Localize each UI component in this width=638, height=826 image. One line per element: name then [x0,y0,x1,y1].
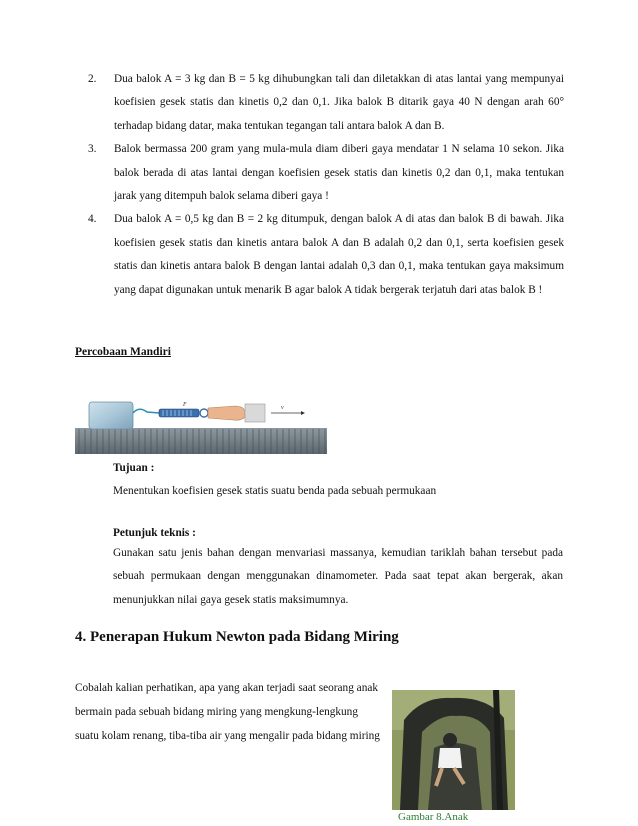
problem-list [88,68,564,302]
problem-number: 4. [88,213,97,226]
problem-text: Dua balok A = 3 kg dan B = 5 kg dihubungkan tali dan diletakkan di atas lantai yang mempunyai koefisien gesek statis dan kinetis 0,2 dan 0,1. Jika balok B ditarik gaya 40 N dengan arah 60° terhadap bidang datar, maka tentukan tegangan tali antara balok A dan B. [114,73,564,132]
hand [208,406,245,420]
experiment-heading: Percobaan Mandiri [75,346,171,358]
problem-item [88,138,564,208]
dynamometer-illustration [75,396,327,454]
child-slide-photo [392,690,515,810]
problem-number: 2. [88,73,97,85]
velocity-label: v [281,405,284,411]
sleeve [245,404,265,422]
technical-label: Petunjuk teknis : [113,527,196,539]
goal-label: Tujuan : [113,462,155,474]
paragraph-line: suatu kolam renang, tiba-tiba air yang mengalir pada bidang miring [75,730,380,742]
paragraph-line: Cobalah kalian perhatikan, apa yang akan terjadi saat seorang anak [75,682,379,694]
block [89,402,133,429]
force-label: F [183,402,187,408]
problem-text: Balok bermassa 200 gram yang mula-mula diam diberi gaya mendatar 1 N selama 10 sekon. Jika balok berada di atas lantai dengan koefisien gesek statis dan kinetis 0,2 dan 0,1, maka tentukan jarak yang ditempuh balok selama diberi gaya ! [114,143,564,203]
goal-text: Menentukan koefisien gesek statis suatu benda pada sebuah permukaan [113,485,437,497]
technical-text: Gunakan satu jenis bahan dengan menvariasi massanya, kemudian tariklah bahan tersebut pada sebuah permukaan dengan menggunakan dinamometer. Pada saat tepat akan bergerak, akan menunjukkan nilai gaya gesek statis maksimumnya. [113,547,563,606]
problem-item [88,208,564,302]
paragraph-line: bermain pada sebuah bidang miring yang mengkung-lengkung [75,706,358,718]
problem-item [88,68,564,138]
problem-text: Dua balok A = 0,5 kg dan B = 2 kg ditumpuk, dengan balok A di atas dan balok B di bawah. Jika koefisien gesek statis dan kinetis antara balok A dan B adalah 0,2 dan 0,1, serta koefisien gesek statis dan kinetis antara balok B dengan lantai adalah 0,3 dan 0,1, maka tentukan gaya maksimum yang dapat digunakan untuk menarik B agar balok A tidak bergerak terjatuh dari atas balok B ! [114,213,564,296]
figure-caption: Gambar 8.Anak [398,811,469,823]
section-title: 4. Penerapan Hukum Newton pada Bidang Miring [75,629,399,645]
problem-number: 3. [88,143,97,156]
